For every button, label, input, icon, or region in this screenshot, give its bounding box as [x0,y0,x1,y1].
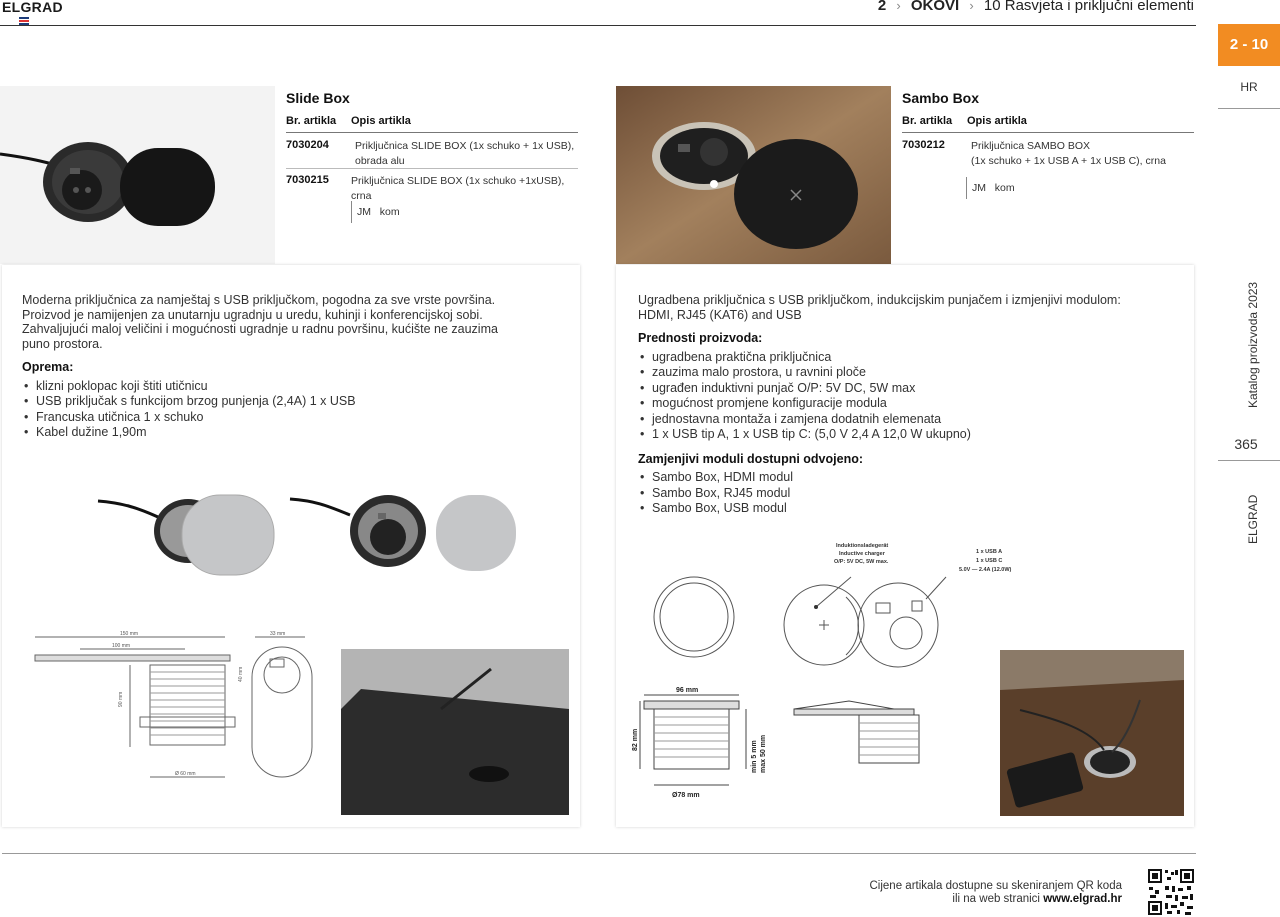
unit-value: kom [379,206,400,218]
chevron-right-icon: › [896,0,901,13]
list-item: • Sambo Box, RJ45 modul [638,486,1178,502]
dim-width: 100 mm [112,643,131,649]
col-desc-header: Opis artikla [351,115,411,127]
logo-flag-icon [19,17,29,25]
page-number: 365 [1234,436,1258,452]
unit-of-measure [351,201,400,223]
modules-heading: Zamjenjivi moduli dostupni odvojeno: [638,451,863,466]
slide-box-installation-photo [341,649,569,815]
intro-line: Proizvod je namijenjen za unutarnju ugradnju u uredu, kuhinji i konferencijskoj sobi. [22,307,483,322]
slide-box-info-card [2,265,580,827]
advantages-heading: Prednosti proizvoda: [638,331,763,345]
equipment-heading: Oprema: [22,360,74,374]
list-item: • Sambo Box, HDMI modul [638,470,1178,486]
slide-box-title: Slide Box [286,90,350,106]
list-item: • mogućnost promjene konfiguracije modula [638,396,1178,412]
modules-list [638,470,1178,517]
charger-label: O/P: 5V DC, 5W max. [834,559,889,565]
col-code-header: Br. artikla [286,115,337,127]
article-code: 7030215 [286,174,329,186]
article-desc [355,139,574,169]
equipment-list [22,379,562,441]
dim-thickness: max 50 mm [760,734,767,773]
list-item: • klizni poklopac koji štiti utičnicu [22,379,562,395]
list-item: • zauzima malo prostora, u ravnini ploče [638,365,1178,381]
breadcrumb [878,0,1194,14]
slide-box-technical-drawing [30,627,320,787]
dim-thickness: 40 mm [238,666,244,682]
dim-thickness: min 5 mm [751,740,758,773]
article-desc-line1: Priključnica SLIDE BOX (1x schuko + 1x USB), [355,140,575,152]
slide-box-photo [0,86,275,264]
table-header [902,115,1194,133]
sidebar-divider [1218,460,1280,461]
intro-line: Zahvaljujući maloj veličini i mogućnosti ugradnje u radnu površinu, kućište ne zauzima [22,322,498,336]
list-item: • Sambo Box, USB modul [638,501,1178,517]
sambo-box-side-view-drawing [634,683,974,807]
usb-a-label: 1 x USB A [976,549,1003,555]
sidebar-divider [1218,108,1280,109]
slide-box-description [22,293,562,441]
sambo-box-top-view-drawing [636,537,1036,677]
page-header [0,0,1196,26]
qr-code-icon[interactable] [1147,868,1195,916]
catalog-label: Katalog proizvoda 2023 [1246,281,1260,408]
unit-of-measure [966,177,1015,199]
intro-line: puno prostora. [22,336,103,351]
sambo-box-title: Sambo Box [902,90,980,106]
brand-logo: ELGRAD [2,0,63,15]
footer-line: Cijene artikala dostupne su skeniranjem QR koda [869,880,1122,892]
dim-diameter: Ø78 mm [672,792,700,799]
footer-note [870,880,1123,906]
slide-box-article-table [286,115,578,202]
charger-label: Inductive charger [839,551,885,557]
crumb-chapter-label: OKOVI [910,0,960,14]
section-tab: 2 - 10 [1218,24,1280,66]
col-desc-header: Opis artikla [967,115,1027,127]
intro-line: Ugradbena priključnica s USB priključkom, indukcijskim punjačem i izmjenjivi modulom: [638,293,1121,307]
list-item: • USB priključak s funkcijom brzog punjenja (2,4A) 1 x USB [22,394,562,410]
dim-height: 90 mm [118,691,124,707]
intro-line: Moderna priključnica za namještaj s USB priključkom, pogodna za sve vrste površina. [22,293,496,307]
dim-width: 96 mm [676,687,699,694]
chevron-right-icon: › [969,0,974,13]
article-desc-line1: Priključnica SAMBO BOX [971,140,1091,152]
article-desc-line2: obrada alu [355,155,405,167]
table-row [286,133,578,169]
power-label: 5.0V — 2.4A (12.0W) [959,567,1012,573]
article-desc [971,139,1166,169]
sidebar-brand: ELGRAD [1246,494,1260,544]
footer-line [870,893,1123,906]
sambo-box-photo [616,86,891,264]
article-code: 7030204 [286,139,329,151]
language-label: HR [1240,80,1258,94]
list-item: • ugrađen induktivni punjač O/P: 5V DC, 5W max [638,381,1178,397]
list-item: • 1 x USB tip A, 1 x USB tip C: (5,0 V 2,4 A 12,0 W ukupno) [638,427,1178,443]
list-item: • ugradbena praktična priključnica [638,350,1178,366]
table-row [286,169,578,202]
list-item: • jednostavna montaža i zamjena dodatnih elemenata [638,412,1178,428]
sambo-box-description [638,293,1178,517]
crumb-chapter-number: 2 [877,0,887,14]
slide-box-variants-image [98,483,518,583]
usb-c-label: 1 x USB C [976,558,1003,564]
footer-divider [2,853,1196,854]
footer-prefix: ili na web stranici [952,893,1044,905]
intro-line: HDMI, RJ45 (KAT6) and USB [638,307,802,322]
dim-width: 150 mm [120,631,139,637]
unit-label: JM [357,206,371,218]
charger-label: Induktionsladegerät [836,543,889,549]
footer-website-link[interactable]: www.elgrad.hr [1043,893,1122,905]
col-code-header: Br. artikla [902,115,953,127]
unit-value: kom [994,182,1015,194]
dim-diameter: Ø 60 mm [175,771,196,777]
table-row [902,133,1194,173]
article-code: 7030212 [902,139,945,151]
crumb-section-number: 10 [983,0,1001,14]
sambo-box-info-card [616,265,1194,827]
sambo-box-article-table [902,115,1194,173]
advantages-list [638,350,1178,443]
dim-width: 33 mm [270,631,286,637]
table-header [286,115,578,133]
sambo-box-usage-photo [1000,650,1184,816]
unit-label: JM [972,182,986,194]
list-item: • Francuska utičnica 1 x schuko [22,410,562,426]
article-desc-line2: (1x schuko + 1x USB A + 1x USB C), crna [971,155,1166,167]
dim-height: 82 mm [632,728,639,751]
crumb-section-label: Rasvjeta i priključni elementi [1004,0,1194,14]
list-item: • Kabel dužine 1,90m [22,425,562,441]
article-desc-line1: Priključnica SLIDE BOX (1x schuko +1xUSB), crna [351,175,565,202]
